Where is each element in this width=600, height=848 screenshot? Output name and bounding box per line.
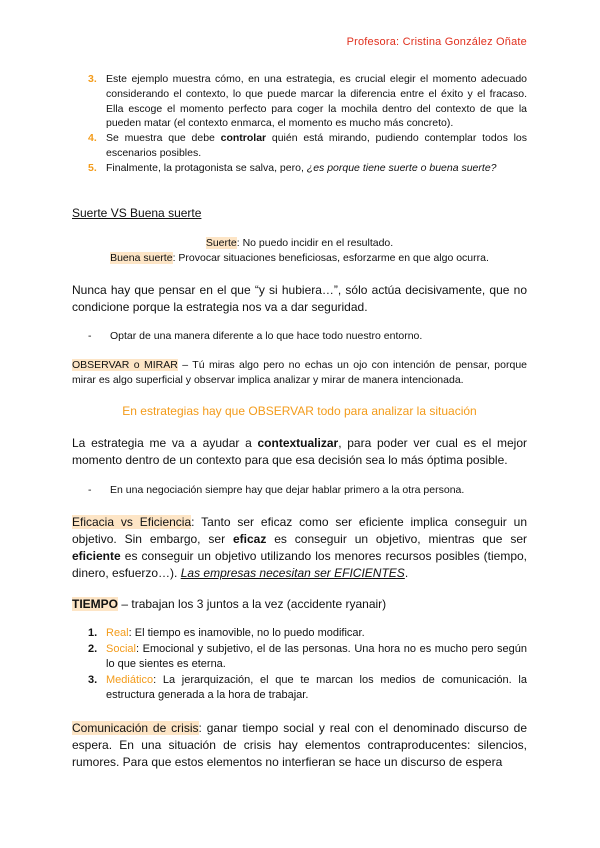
page-header-author: Profesora: Cristina González Oñate (346, 36, 527, 48)
list-item-text: Este ejemplo muestra cómo, en una estrategia, es crucial elegir el momento adecuado considerando el contexto, lo que puede marcar la diferencia entre el éxito y el fracaso. Ella escoge el momento perfecto para coger la mochila dentro del contexto de que la pueden matar (el contexto enmarca, el momento es mucho más concreto). (106, 73, 527, 130)
dash-bullet: - (88, 484, 92, 496)
italic-question: ¿es porque tiene suerte o buena suerte? (306, 161, 497, 174)
list-item (88, 626, 527, 642)
definition-suerte (72, 236, 527, 251)
definition-text: : Provocar situaciones beneficiosas, esforzarme en que algo ocurra. (172, 252, 489, 264)
list-item (88, 131, 527, 161)
list-number: 1. (88, 627, 98, 639)
list-number: 3. (88, 673, 98, 686)
paragraph-text: es conseguir un objetivo utilizando los menores recursos posibles (tiempo, dinero, esfuerzo…). (72, 549, 527, 580)
term-suerte: Suerte (205, 237, 237, 249)
paragraph-text: – trabajan los 3 juntos a la vez (accidente ryanair) (118, 597, 387, 611)
bold-term-eficaz: eficaz (232, 532, 267, 546)
bold-term-contextualizar: contextualizar (257, 436, 339, 450)
paragraph-text: – Tú miras algo pero no echas un ojo con intención de pensar, porque mirar es algo superficial y observar implica analizar y mirar de manera intencionada. (72, 359, 528, 386)
bold-term-controlar: controlar (220, 132, 267, 145)
numbered-list-tiempo (88, 626, 527, 704)
list-item-text: : El tiempo es inamovible, no lo puedo modificar. (128, 627, 365, 639)
list-number: 4. (88, 132, 97, 145)
list-item (88, 161, 527, 176)
paragraph-text: : ganar tiempo social y real con el denominado discurso de espera. En una situación de crisis hay elementos contraproducentes: silencios, rumores. Para que estos elementos no interfieran se hace un discurso de espera (72, 721, 527, 769)
list-item-text: : La jerarquización, el que te marcan los medios de comunicación. la estructura generada a la hora de trabajar. (106, 673, 527, 701)
definition-buena-suerte (72, 251, 527, 266)
dash-item-text: En una negociación siempre hay que dejar hablar primero a la otra persona. (110, 484, 465, 496)
term-tiempo: TIEMPO (72, 597, 119, 611)
dash-item-text: Optar de una manera diferente a lo que hace todo nuestro entorno. (110, 330, 423, 342)
paragraph-observar (72, 358, 527, 388)
list-number: 5. (88, 161, 97, 174)
list-item-text-end: quién está mirando, pudiendo contemplar todos los escenarios posibles. (106, 132, 527, 159)
paragraph-eficacia (72, 514, 527, 582)
list-number: 2. (88, 642, 98, 655)
numbered-list-strategy (88, 72, 527, 176)
paragraph-text: : Tanto ser eficaz como ser eficiente implica conseguir un objetivo. Sin embargo, ser (72, 515, 527, 546)
paragraph-contextualizar (72, 435, 527, 469)
definition-text: : No puedo incidir en el resultado. (236, 237, 394, 249)
paragraph-text-end: . (404, 566, 409, 580)
list-number: 3. (88, 73, 97, 85)
paragraph-crisis (72, 720, 527, 771)
term-eficacia-eficiencia: Eficacia vs Eficiencia (72, 515, 192, 529)
paragraph-tiempo (72, 596, 527, 613)
highlight-sentence-observar: En estrategias hay que OBSERVAR todo para analizar la situación (122, 404, 477, 418)
list-item (88, 642, 527, 673)
paragraph-nunca: Nunca hay que pensar en el que “y si hubiera…”, sólo actúa decisivamente, que no condicione porque la estrategia nos va a dar seguridad. (72, 283, 527, 314)
term-buena-suerte: Buena suerte (110, 252, 173, 264)
term-real: Real (106, 627, 129, 639)
list-item-text: Finalmente, la protagonista se salva, pero, (106, 161, 307, 174)
list-item (88, 72, 527, 131)
term-observar: OBSERVAR o MIRAR (72, 359, 178, 371)
paragraph-text: La estrategia me va a ayudar a (72, 436, 258, 450)
list-item-text: Se muestra que debe (106, 132, 221, 145)
paragraph-text: es conseguir un objetivo, mientras que ser (266, 532, 527, 546)
term-social: Social (106, 642, 136, 655)
term-mediatico: Mediático (106, 673, 154, 686)
term-comunicacion-crisis: Comunicación de crisis (72, 721, 199, 735)
dash-bullet: - (88, 330, 92, 342)
list-item-text: : Emocional y subjetivo, el de las personas. Una hora no es mucho pero según lo que sientes es eterna. (106, 642, 527, 670)
paragraph-text-end: , para poder ver cual es el mejor momento dentro de un contexto para que esa decisión sea lo más óptima posible. (72, 436, 527, 467)
emphasis-eficientes: Las empresas necesitan ser EFICIENTES (180, 566, 405, 580)
list-item (88, 673, 527, 704)
bold-term-eficiente: eficiente (72, 549, 121, 563)
section-title-suerte: Suerte VS Buena suerte (72, 206, 202, 220)
